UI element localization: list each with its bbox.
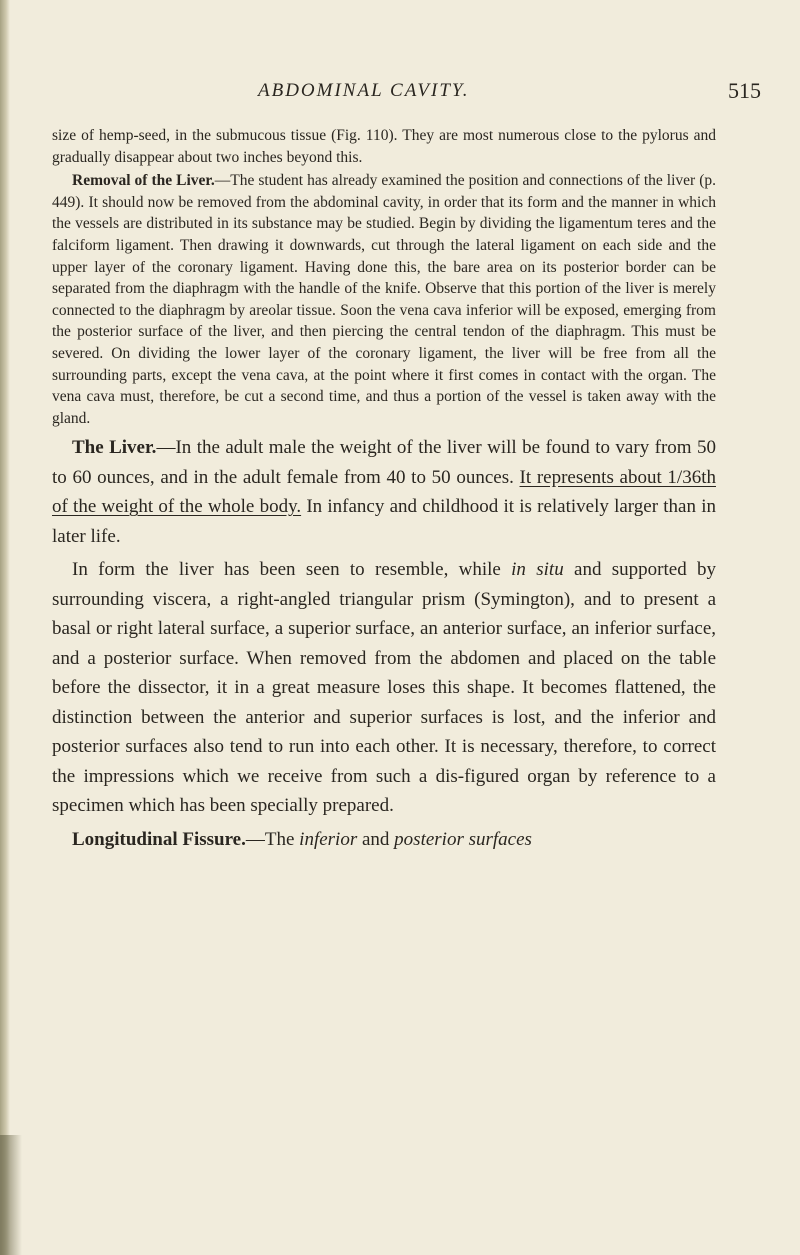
section-heading-removal: Removal of the Liver. bbox=[72, 172, 215, 190]
paragraph-text: —The student has already examined the position and connections of the liver (p. 449). It should now be removed from the abdominal cavity, in order that its form and the manner in which the vessels are distributed in its substance may be studied. Begin by dividing the ligamentum teres and the falciform ligament. Then drawing it downwards, cut through the lateral ligament on each side and the upper layer of the coronary ligament. Having done this, the bare area on its posterior border can be separated from the diaphragm with the handle of the knife. Observe that this portion of the liver is merely connected to the diaphragm by areolar tissue. Soon the vena cava inferior will be exposed, emerging from the posterior surface of the liver, and then piercing the central tendon of the diaphragm. This must be severed. On dividing the lower layer of the coronary ligament, the liver will be free from all the surrounding parts, except the vena cava, at the point where it first comes in contact with the organ. The vena cava must, therefore, be cut a second time, and thus a portion of the vessel is taken away with the gland. bbox=[52, 172, 716, 427]
page-number: 515 bbox=[728, 78, 761, 103]
paragraph-removal-of-liver bbox=[52, 170, 716, 429]
paragraph-text: —The bbox=[245, 828, 300, 850]
italic-posterior-surfaces: posterior surfaces bbox=[394, 828, 532, 850]
page-body bbox=[52, 125, 716, 854]
italic-inferior: inferior bbox=[299, 828, 358, 850]
paragraph-text: and supported by surrounding viscera, a right-angled triangular prism (Symington), and to present a basal or right lateral surface, a superior surface, an anterior surface, an inferior surface, and a posterior surface. When removed from the abdomen and placed on the table before the dissector, it in a great measure loses this shape. It becomes flattened, the distinction between the anterior and superior surfaces is lost, and the inferior and posterior surfaces also tend to run into each other. It is necessary, therefore, to correct the impressions which we receive from such a dis-figured organ by reference to a specimen which has been specially prepared. bbox=[52, 559, 716, 817]
page-corner-shadow bbox=[0, 1135, 22, 1255]
page-binding-shadow bbox=[0, 0, 10, 1255]
italic-in-situ: in situ bbox=[511, 559, 564, 581]
section-heading-liver: The Liver. bbox=[72, 437, 157, 459]
paragraph-text: and bbox=[357, 828, 395, 850]
paragraph-text: —In the adult male the weight of the liver will be found to vary from 50 to 60 ounces, and in the adult female from 40 to 50 ounces. bbox=[52, 437, 716, 488]
paragraph-the-liver bbox=[52, 433, 716, 551]
page-header bbox=[0, 80, 800, 108]
paragraph-liver-form bbox=[52, 555, 716, 821]
paragraph-text: In form the liver has been seen to resemble, while bbox=[72, 559, 512, 581]
section-heading-fissure: Longitudinal Fissure. bbox=[72, 828, 246, 850]
paragraph-longitudinal-fissure bbox=[52, 825, 716, 855]
paragraph-text: In infancy and childhood it is relatively larger than in later life. bbox=[52, 496, 716, 547]
paragraph-text: size of hemp-seed, in the submucous tissue (Fig. 110). They are most numerous close to the pylorus and gradually disappear about two inches beyond this. bbox=[52, 127, 716, 166]
running-head: ABDOMINAL CAVITY. bbox=[258, 80, 470, 101]
paragraph-hemp-seed bbox=[52, 125, 716, 168]
underlined-text: It represents about 1/36th of the weight of the whole body. bbox=[52, 466, 716, 518]
